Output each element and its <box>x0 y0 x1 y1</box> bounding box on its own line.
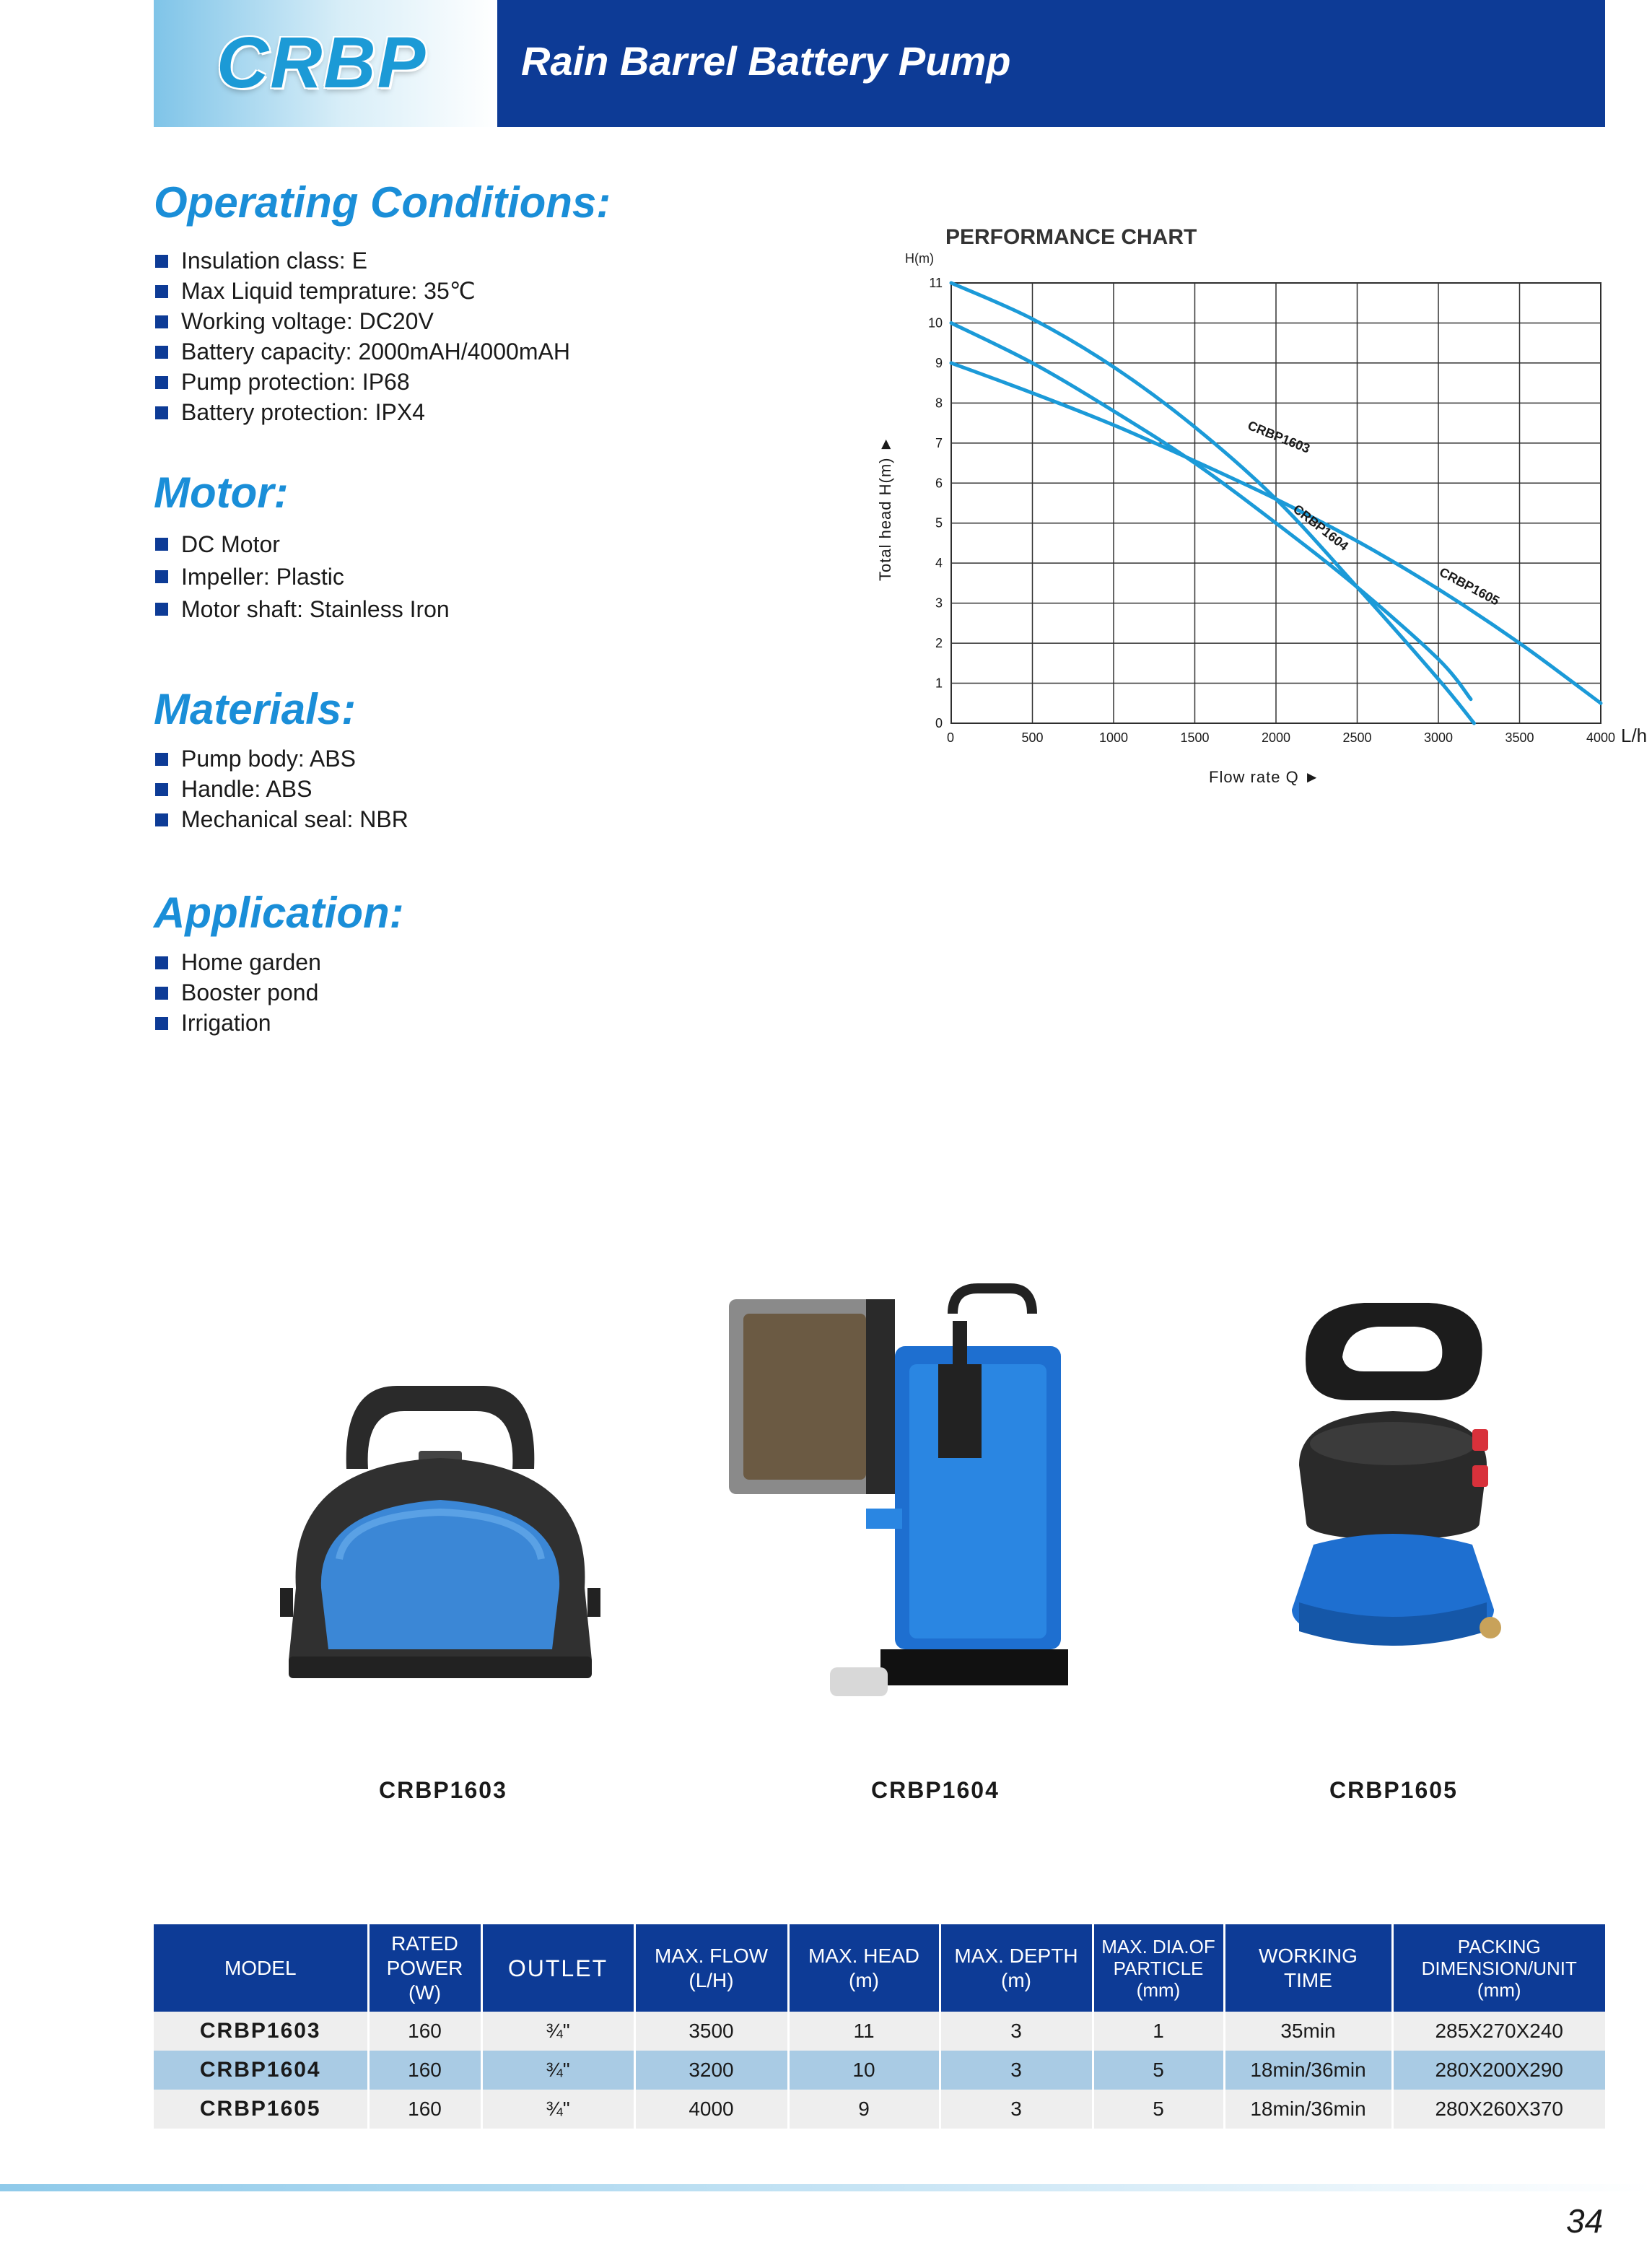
y-tick-label: 8 <box>935 396 943 411</box>
table-cell: 160 <box>368 2012 481 2051</box>
list-item: Pump protection: IP68 <box>154 367 570 397</box>
bullet-square-icon <box>155 1017 168 1030</box>
operating-conditions-list <box>154 245 570 427</box>
bullet-square-icon <box>155 346 168 359</box>
table-cell: 10 <box>788 2051 940 2090</box>
list-item: Mechanical seal: NBR <box>154 804 408 834</box>
bullet-square-icon <box>155 406 168 419</box>
list-item: Battery protection: IPX4 <box>154 397 570 427</box>
table-cell: CRBP1605 <box>154 2090 368 2129</box>
list-item: Pump body: ABS <box>154 743 408 774</box>
bullet-square-icon <box>155 570 168 583</box>
table-cell: ¾" <box>481 2090 634 2129</box>
table-cell: 280X200X290 <box>1392 2051 1605 2090</box>
series-line-crbp1603 <box>951 283 1474 723</box>
y-tick-label: 7 <box>935 435 943 450</box>
table-header-row <box>154 1924 1605 2012</box>
series-label-crbp1603: CRBP1603 <box>1246 418 1312 456</box>
column-header: MODEL <box>154 1924 368 2012</box>
x-tick-label: 500 <box>1021 730 1044 745</box>
table-cell: 4000 <box>634 2090 788 2129</box>
table-cell: 5 <box>1093 2090 1224 2129</box>
y-axis-unit: H(m) <box>905 251 934 266</box>
bullet-square-icon <box>155 538 168 551</box>
x-tick-label: 1500 <box>1180 730 1210 745</box>
footer-gradient-line <box>0 2184 1652 2191</box>
column-header: OUTLET <box>481 1924 634 2012</box>
product-series-code: CRBP <box>217 22 427 103</box>
column-header: PACKING DIMENSION/UNIT (mm) <box>1392 1924 1605 2012</box>
bullet-square-icon <box>155 987 168 1000</box>
chart-grid <box>951 283 1601 723</box>
bullet-square-icon <box>155 783 168 796</box>
y-axis-label: Total head H(m) ► <box>876 435 894 581</box>
x-tick-label: 1000 <box>1098 730 1129 745</box>
column-header: MAX. DIA.OF PARTICLE (mm) <box>1093 1924 1224 2012</box>
product-label-crbp1604: CRBP1604 <box>871 1777 1000 1803</box>
x-tick-label: 3000 <box>1423 730 1454 745</box>
y-tick-label: 5 <box>935 515 943 531</box>
y-tick-label: 3 <box>935 595 943 611</box>
bullet-square-icon <box>155 315 168 328</box>
table-cell: 5 <box>1093 2051 1224 2090</box>
product-image-crbp1603 <box>267 1371 613 1711</box>
x-tick-label: 0 <box>947 730 955 745</box>
table-cell: 3 <box>940 2090 1093 2129</box>
list-item: DC Motor <box>154 528 450 561</box>
product-image-crbp1605 <box>1256 1292 1530 1711</box>
x-tick-label: 2500 <box>1342 730 1372 745</box>
y-tick-label: 2 <box>935 636 943 651</box>
bullet-square-icon <box>155 376 168 389</box>
table-cell: 18min/36min <box>1224 2090 1392 2129</box>
table-cell: CRBP1604 <box>154 2051 368 2090</box>
bullet-square-icon <box>155 753 168 766</box>
bullet-square-icon <box>155 255 168 268</box>
column-header: MAX. HEAD (m) <box>788 1924 940 2012</box>
performance-chart <box>859 209 1652 801</box>
chart-tick-labels <box>928 276 1615 745</box>
column-header: MAX. FLOW (L/H) <box>634 1924 788 2012</box>
list-item: Booster pond <box>154 977 321 1008</box>
list-item: Handle: ABS <box>154 774 408 804</box>
list-item: Working voltage: DC20V <box>154 306 570 336</box>
series-label-crbp1604: CRBP1604 <box>1290 502 1352 554</box>
x-axis-unit: L/h <box>1621 725 1648 746</box>
product-label-crbp1605: CRBP1605 <box>1329 1777 1458 1803</box>
list-item: Home garden <box>154 947 321 977</box>
list-item: Insulation class: E <box>154 245 570 276</box>
y-tick-label: 10 <box>927 315 943 331</box>
table-cell: 3200 <box>634 2051 788 2090</box>
table-cell: ¾" <box>481 2012 634 2051</box>
bullet-square-icon <box>155 956 168 969</box>
chart-title: PERFORMANCE CHART <box>945 225 1197 249</box>
list-item: Battery capacity: 2000mAH/4000mAH <box>154 336 570 367</box>
table-cell: 160 <box>368 2090 481 2129</box>
table-row <box>154 2012 1605 2051</box>
table-cell: 9 <box>788 2090 940 2129</box>
section-title-operating-conditions: Operating Conditions: <box>154 178 611 227</box>
x-tick-label: 3500 <box>1505 730 1534 745</box>
y-tick-label: 9 <box>935 355 943 370</box>
table-row <box>154 2051 1605 2090</box>
section-title-materials: Materials: <box>154 685 357 733</box>
application-list <box>154 947 321 1038</box>
table-cell: 3 <box>940 2012 1093 2051</box>
table-cell: 18min/36min <box>1224 2051 1392 2090</box>
table-cell: 3 <box>940 2051 1093 2090</box>
y-tick-label: 4 <box>935 556 943 571</box>
materials-list <box>154 743 408 834</box>
x-tick-label: 4000 <box>1586 730 1616 745</box>
table-cell: ¾" <box>481 2051 634 2090</box>
list-item: Max Liquid temprature: 35℃ <box>154 276 570 306</box>
bullet-square-icon <box>155 603 168 616</box>
bullet-square-icon <box>155 285 168 298</box>
list-item: Impeller: Plastic <box>154 561 450 593</box>
y-tick-label: 1 <box>935 676 943 691</box>
table-cell: 280X260X370 <box>1392 2090 1605 2129</box>
y-tick-label: 0 <box>935 716 943 730</box>
table-cell: 160 <box>368 2051 481 2090</box>
product-image-crbp1604 <box>722 1278 1068 1711</box>
specification-table <box>154 1924 1605 2129</box>
table-cell: CRBP1603 <box>154 2012 368 2051</box>
table-cell: 1 <box>1093 2012 1224 2051</box>
table-cell: 35min <box>1224 2012 1392 2051</box>
product-label-crbp1603: CRBP1603 <box>379 1777 507 1803</box>
y-tick-label: 6 <box>935 476 943 491</box>
page-title: Rain Barrel Battery Pump <box>521 38 1011 84</box>
table-cell: 285X270X240 <box>1392 2012 1605 2051</box>
table-cell: 11 <box>788 2012 940 2051</box>
column-header: WORKING TIME <box>1224 1924 1392 2012</box>
section-title-motor: Motor: <box>154 468 289 517</box>
motor-list <box>154 528 450 626</box>
bullet-square-icon <box>155 813 168 826</box>
table-cell: 3500 <box>634 2012 788 2051</box>
y-tick-label: 11 <box>929 276 943 290</box>
series-label-crbp1605: CRBP1605 <box>1437 564 1502 608</box>
x-tick-label: 2000 <box>1261 730 1291 745</box>
column-header: MAX. DEPTH (m) <box>940 1924 1093 2012</box>
table-row <box>154 2090 1605 2129</box>
list-item: Motor shaft: Stainless Iron <box>154 593 450 626</box>
section-title-application: Application: <box>154 889 404 937</box>
column-header: RATED POWER (W) <box>368 1924 481 2012</box>
x-axis-label: Flow rate Q ► <box>1209 768 1321 786</box>
page-number: 34 <box>1566 2202 1604 2240</box>
list-item: Irrigation <box>154 1008 321 1038</box>
